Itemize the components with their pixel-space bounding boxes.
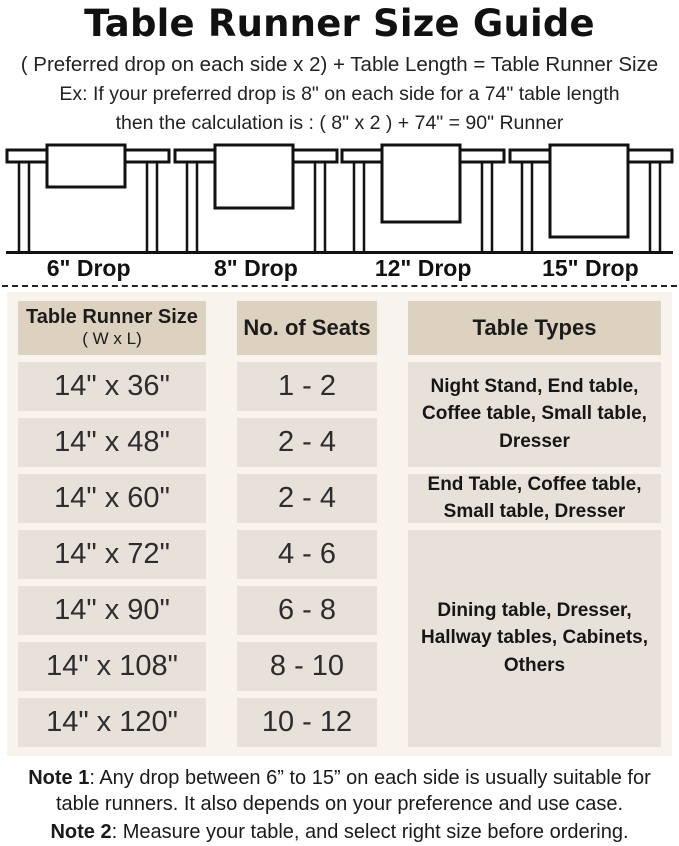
column-header-table-types: Table Types [408, 301, 661, 355]
size-table-section [7, 292, 672, 756]
table-illustration-15-drop [508, 143, 674, 251]
drop-label-6: 6" Drop [46, 254, 131, 281]
table-types-cell-medium-tables: End Table, Coffee table, Small table, Dresser [408, 474, 661, 523]
seats-cell-14x48: 2 - 4 [237, 418, 377, 467]
size-cell-14x48: 14" x 48" [18, 418, 206, 467]
size-cell-14x72: 14" x 72" [18, 530, 206, 579]
table-illustration-6-drop [5, 143, 171, 251]
column-header-runner-size-label: Table Runner Size [26, 306, 198, 329]
note-2 [0, 819, 679, 846]
table-runner-12-drop-icon [340, 143, 506, 251]
dashed-divider [2, 285, 677, 287]
size-cell-14x36: 14" x 36" [18, 362, 206, 411]
table-runner-15-drop-icon [508, 143, 674, 251]
size-cell-14x60: 14" x 60" [18, 474, 206, 523]
drop-label-12: 12" Drop [374, 254, 472, 281]
note-2-label: Note 2 [50, 821, 112, 844]
seats-cell-14x90: 6 - 8 [237, 586, 377, 635]
table-runner-8-drop-icon [173, 143, 339, 251]
note-1-label: Note 1 [28, 766, 90, 789]
column-header-runner-size [18, 301, 206, 355]
seats-cell-14x108: 8 - 10 [237, 642, 377, 691]
notes [0, 765, 679, 846]
size-table [18, 301, 661, 747]
size-cell-14x108: 14" x 108" [18, 642, 206, 691]
formula-text: ( Preferred drop on each side x 2) + Table Length = Table Runner Size [20, 52, 659, 76]
table-illustration-8-drop [173, 143, 339, 251]
note-1-text: : Any drop between 6” to 15” on each side is usually suitable for table runners. It also depends on your preference and use case. [55, 766, 651, 816]
example-line-1: Ex: If your preferred drop is 8" on each side for a 74" table length [59, 82, 620, 105]
drop-label-8: 8" Drop [214, 254, 298, 281]
seats-cell-14x60: 2 - 4 [237, 474, 377, 523]
drop-label-15: 15" Drop [542, 254, 639, 281]
note-1 [11, 765, 668, 819]
note-2-text: : Measure your table, and select right size before ordering. [111, 821, 629, 844]
size-cell-14x120: 14" x 120" [18, 698, 206, 747]
seats-cell-14x36: 1 - 2 [237, 362, 377, 411]
column-header-runner-size-sublabel: ( W x L) [82, 329, 142, 349]
page-title: Table Runner Size Guide [84, 2, 595, 45]
table-illustration-12-drop [340, 143, 506, 251]
example-line-2: then the calculation is : ( 8" x 2 ) + 74" = 90" Runner [115, 111, 564, 134]
table-illustrations-row [0, 143, 679, 251]
drop-labels-row [0, 254, 679, 284]
seats-cell-14x120: 10 - 12 [237, 698, 377, 747]
seats-cell-14x72: 4 - 6 [237, 530, 377, 579]
size-cell-14x90: 14" x 90" [18, 586, 206, 635]
table-runner-6-drop-icon [5, 143, 171, 251]
table-types-cell-large-tables: Dining table, Dresser, Hallway tables, Cabinets, Others [408, 530, 661, 747]
table-types-cell-small-tables: Night Stand, End table, Coffee table, Small table, Dresser [408, 362, 661, 467]
column-header-seats: No. of Seats [237, 301, 377, 355]
